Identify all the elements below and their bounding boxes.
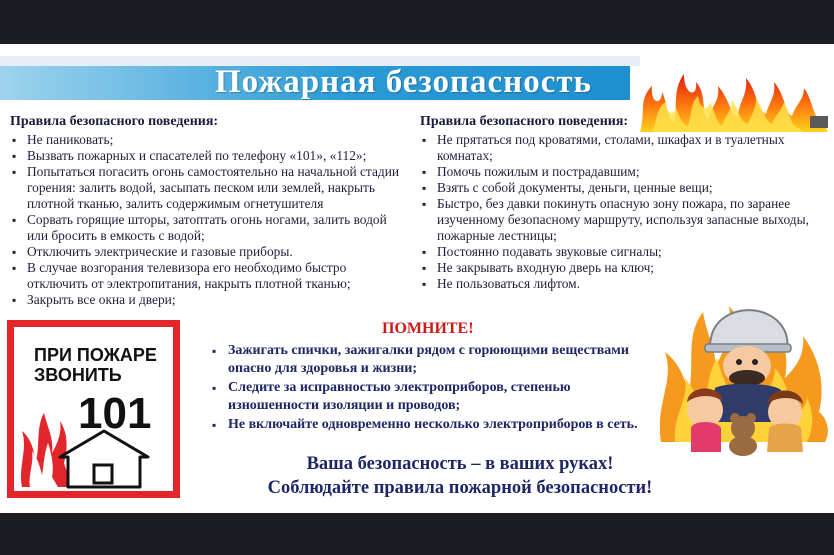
list-item: ▪ В случае возгорания телевизора его необходимо быстро отключить от электропитания, накрыть плотной тканью; bbox=[10, 260, 405, 292]
sign-caption bbox=[34, 345, 157, 385]
list-item: ▪ Не пользоваться лифтом. bbox=[420, 276, 820, 292]
left-rules-list bbox=[10, 132, 405, 308]
left-rules-column bbox=[10, 114, 405, 308]
right-rules-list bbox=[420, 132, 820, 292]
list-item: ▪ Сорвать горящие шторы, затоптать огонь ногами, залить водой или бросить в емкость с водой; bbox=[10, 212, 405, 244]
poster-title: Пожарная безопасность bbox=[215, 64, 593, 100]
slogan-line-1: Ваша безопасность – в ваших руках! bbox=[306, 454, 614, 474]
sign-emergency-number: 101 bbox=[78, 389, 152, 438]
remember-list-block bbox=[208, 342, 648, 434]
remember-heading: ПОМНИТЕ! bbox=[382, 320, 474, 337]
list-item: ▪ Не включайте одновременно несколько электроприборов в сеть. bbox=[208, 416, 648, 434]
left-rules-heading: Правила безопасного поведения: bbox=[10, 114, 219, 129]
slogan-line-2: Соблюдайте правила пожарной безопасности! bbox=[267, 478, 653, 498]
remember-list bbox=[208, 342, 648, 434]
list-item: ▪ Вызвать пожарных и спасателей по телефону «101», «112»; bbox=[10, 148, 405, 164]
list-item: ▪ Попытаться погасить огонь самостоятельно на начальной стадии горения: залить водой, засыпать песком или землей, накрыть плотной тканью, залить содержимым огнетушителя bbox=[10, 164, 405, 212]
list-item: ▪ Постоянно подавать звуковые сигналы; bbox=[420, 244, 820, 260]
sign-line-2: ЗВОНИТЬ bbox=[34, 365, 122, 385]
list-item: ▪ Быстро, без давки покинуть опасную зону пожара, по заранее изученному безопасному маршруту, используя запасные выходы, пожарные лестницы; bbox=[420, 196, 820, 244]
sign-line-1: ПРИ ПОЖАРЕ bbox=[34, 345, 157, 365]
list-item: ▪ Не закрывать входную дверь на ключ; bbox=[420, 260, 820, 276]
list-item: ▪ Не прятаться под кроватями, столами, шкафах и в туалетных комнатах; bbox=[420, 132, 820, 164]
right-rules-column bbox=[420, 114, 820, 292]
emergency-call-sign bbox=[7, 320, 180, 498]
list-item: ▪ Взять с собой документы, деньги, ценные вещи; bbox=[420, 180, 820, 196]
list-item: ▪ Следите за исправностью электроприборов, степенью изношенности изоляции и проводов; bbox=[208, 379, 648, 416]
right-rules-heading: Правила безопасного поведения: bbox=[420, 114, 629, 129]
list-item: ▪ Зажигать спички, зажигалки рядом с горюющими веществами опасно для здоровья и жизни; bbox=[208, 342, 648, 379]
list-item: ▪ Отключить электрические и газовые приборы. bbox=[10, 244, 405, 260]
list-item: ▪ Помочь пожилым и пострадавшим; bbox=[420, 164, 820, 180]
firefighter-with-children-icon bbox=[655, 292, 831, 460]
fire-safety-poster bbox=[0, 44, 834, 513]
sign-panel bbox=[14, 327, 173, 491]
list-item: ▪ Не паниковать; bbox=[10, 132, 405, 148]
list-item: ▪ Закрыть все окна и двери; bbox=[10, 292, 405, 308]
